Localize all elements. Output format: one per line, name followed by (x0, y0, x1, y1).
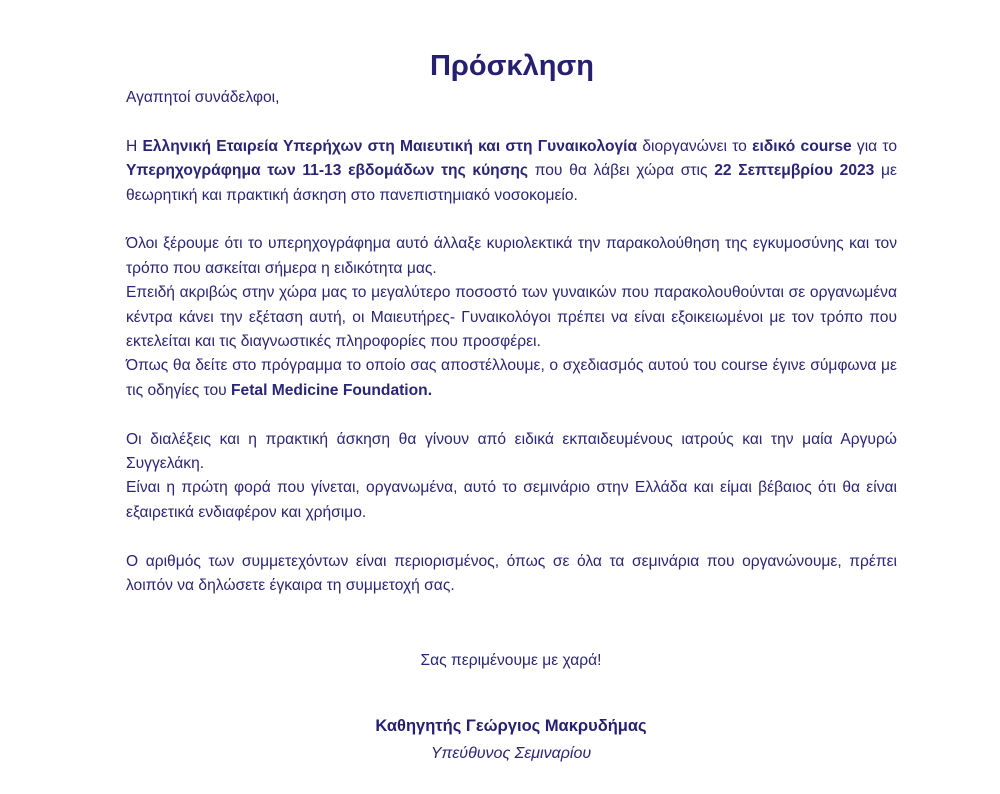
signature-name: Καθηγητής Γεώργιος Μακρυδήμας (375, 717, 647, 735)
paragraph-gap (126, 525, 897, 549)
course-topic: Υπερηχογράφημα των 11-13 εβδομάδων της κύησης (126, 162, 528, 180)
signature-role: Υπεύθυνος Σεμιναρίου (430, 745, 592, 762)
letter-title: Πρόσκληση (429, 50, 594, 82)
greeting: Αγαπητοί συνάδελφοι, (126, 89, 280, 106)
paragraph-first-time: Είναι η πρώτη φορά που γίνεται, οργανωμένα, αυτό το σεμινάριο στην Ελλάδα και είμαι βέβαιος ότι θα είναι εξαιρετικά ενδιαφέρον και χρήσιμο. (126, 479, 897, 521)
text-run: Όπως θα δείτε στο πρόγραμμα το οποίο σας αποστέλλουμε, ο σχεδιασμός αυτού του course έγινε σύμφωνα με τις οδηγίες του (126, 357, 897, 399)
society-name: Ελληνική Εταιρεία Υπερήχων στη Μαιευτική και στη Γυναικολογία (142, 137, 638, 155)
text-run: με θεωρητική και πρακτική άσκηση στο πανεπιστημιακό νοσοκομείο. (126, 162, 897, 204)
paragraph-registration: Ο αριθμός των συμμετεχόντων είναι περιορισμένος, όπως σε όλα τα σεμινάρια που οργανώνουμε, πρέπει λοιπόν να δηλώσετε έγκαιρα τη συμμετοχή σας. (126, 552, 897, 595)
paragraph-course-announcement (126, 135, 897, 208)
paragraph-familiarity: Επειδή ακριβώς στην χώρα μας το μεγαλύτερο ποσοστό των γυναικών που παρακολουθούνται σε οργανωμένα κέντρα κάνει την εξέταση αυτή, οι Μαιευτήρες- Γυναικολόγοι πρέπει να είναι εξοικειωμένοι με τον τρόπο που εκτελείται και τις διαγνωστικές πληροφορίες που προσφέρει. (126, 284, 897, 351)
paragraph-gap (126, 110, 897, 134)
text-run: που θα λάβει χώρα στις (528, 162, 715, 180)
paragraph-lecturers: Οι διαλέξεις και η πρακτική άσκηση θα γίνουν από ειδικά εκπαιδευμένους ιατρούς και την μαία Αργυρώ Συγγελάκη. (126, 430, 897, 473)
paragraph-program (126, 354, 897, 403)
closing-line: Σας περιμένουμε με χαρά! (420, 652, 602, 669)
text-run: Η (126, 137, 143, 155)
paragraph-gap (126, 208, 897, 232)
paragraph-importance: Όλοι ξέρουμε ότι το υπερηχογράφημα αυτό άλλαξε κυριολεκτικά την παρακολούθηση της εγκυμοσύνης και τον τρόπο που ασκείται σήμερα η ειδικότητα μας. (126, 235, 897, 277)
paragraph-gap (126, 403, 897, 427)
text-run: διοργανώνει το (637, 137, 753, 155)
letter-body (126, 86, 897, 598)
course-type: ειδικό course (752, 137, 852, 155)
course-date: 22 Σεπτεμβρίου 2023 (714, 162, 875, 180)
foundation-name: Fetal Medicine Foundation. (231, 381, 433, 399)
text-run: για το (851, 137, 898, 155)
